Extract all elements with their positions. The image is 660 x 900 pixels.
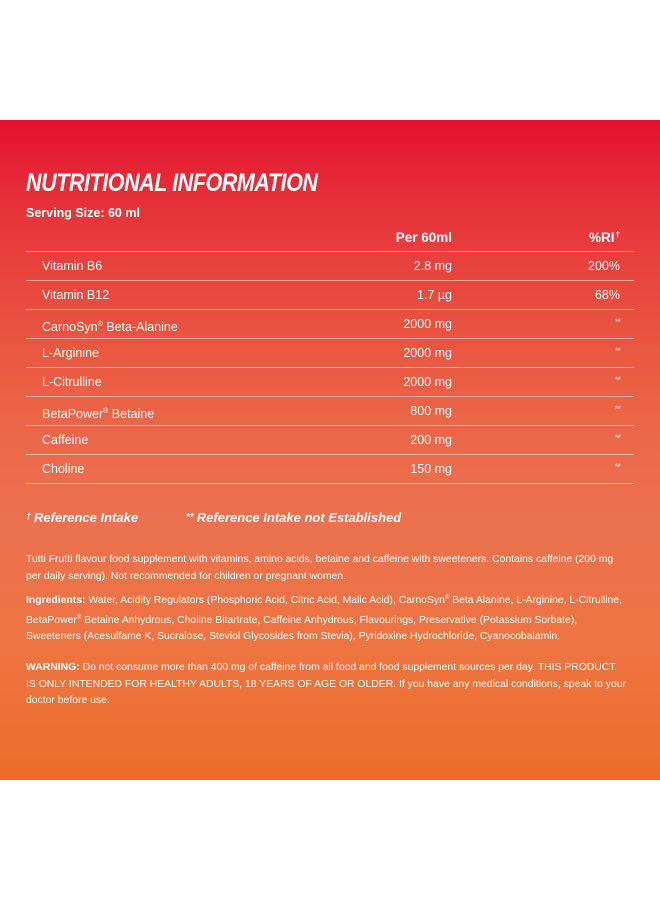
nutrient-name (42, 404, 154, 422)
nutrient-ri: ** (614, 346, 620, 356)
nutrient-amount: 200 mg (410, 433, 452, 447)
nutrient-name-text: Vitamin B6 (42, 259, 103, 273)
nutrient-amount: 150 mg (410, 462, 452, 476)
dagger-mark: † (26, 511, 32, 521)
ingredients-text: Beta Alanine, L-Arginine, L-Citrulline, BetaPower (26, 595, 622, 626)
nutrient-ri: ** (614, 462, 620, 472)
nutrient-name-suffix: Beta-Alanine (102, 320, 178, 334)
nutrient-amount: 2000 mg (403, 317, 452, 331)
nutrient-ri: ** (614, 317, 620, 327)
nutrient-amount: 2000 mg (403, 346, 452, 360)
nutrition-panel (0, 120, 660, 780)
nutrient-ri: ** (614, 433, 620, 443)
nutrient-name-text: BetaPower (42, 407, 104, 421)
nutrient-name-text: Choline (42, 462, 85, 476)
nutrient-name-text: Vitamin B12 (42, 288, 110, 302)
nutrient-amount: 1.7 µg (416, 288, 452, 302)
nutrient-name-text: L-Citrulline (42, 375, 102, 389)
footnote-text: Reference Intake not Established (196, 510, 402, 525)
ingredients-text: Water, Acidity Regulators (Phosphoric Acid, Citric Acid, Malic Acid), CarnoSyn (85, 595, 445, 606)
table-row-vitamin-b6 (26, 251, 634, 280)
dagger-mark: † (615, 230, 620, 239)
nutrient-amount: 2.8 mg (413, 259, 452, 273)
registered-mark: ® (103, 408, 109, 415)
warning-text (26, 660, 626, 710)
table-row-l-citrulline (26, 367, 634, 396)
nutrient-name-text: L-Arginine (42, 346, 99, 360)
page-title: NUTRITIONAL INFORMATION (26, 169, 318, 197)
nutrient-name (42, 346, 99, 361)
nutrient-name (42, 375, 102, 390)
product-description: Tutti Frutti flavour food supplement with vitamins, amino acids, betaine and caffeine with sweeteners. Contains caffeine (200 mg per daily serving). Not recommended for children or pregnant women. (26, 554, 614, 582)
nutrient-name (42, 288, 109, 303)
table-row-betapower (26, 396, 634, 425)
nutrient-ri: 200% (588, 259, 620, 273)
table-header (26, 226, 634, 251)
serving-size: Serving Size: 60 ml (26, 206, 140, 220)
nutrient-name (42, 462, 84, 477)
asterisk-mark: ** (186, 512, 194, 523)
column-header-ri (589, 230, 620, 245)
ingredients-list (26, 590, 626, 646)
table-row-l-arginine (26, 338, 634, 367)
nutrient-name (42, 317, 178, 335)
table-row-caffeine (26, 425, 634, 454)
table-row-carnosyn (26, 309, 634, 338)
nutrient-ri: ** (614, 375, 620, 385)
warning-body: Do not consume more than 400 mg of caffeine from all food and food supplement sources per day. THIS PRODUCT IS ONLY INTENDED FOR HEALTHY ADULTS, 18 YEARS OF AGE OR OLDER. If you have any medical conditions, speak to your doctor before use. (26, 662, 626, 706)
table-row-choline (26, 454, 634, 484)
footnotes (26, 510, 634, 528)
registered-mark: ® (76, 614, 82, 621)
footnote-not-established (186, 510, 401, 525)
nutrient-ri: ** (614, 404, 620, 414)
nutrient-name-suffix: Betaine (108, 407, 155, 421)
footnote-text: Reference Intake (34, 510, 139, 525)
nutrient-amount: 800 mg (410, 404, 452, 418)
nutrition-table (26, 226, 634, 484)
nutrient-name (42, 259, 102, 274)
nutrient-name-text: CarnoSyn (42, 320, 98, 334)
nutrient-amount: 2000 mg (403, 375, 452, 389)
nutrient-ri: 68% (594, 288, 620, 302)
registered-mark: ® (444, 595, 450, 601)
ingredients-text: Betaine Anhydrous, Choline Bitartrate, Caffeine Anhydrous, Flavourings, Preservative (Potassium Sorbate), Sweeteners (Acesulfame K, Sucralose, Steviol Glycosides from Stevia), Pyridoxine Hydrochloride, Cyanocobalamin. (26, 614, 578, 642)
warning-label: WARNING: (26, 662, 80, 673)
column-header-per-serving: Per 60ml (395, 230, 452, 245)
table-row-vitamin-b12 (26, 280, 634, 309)
footnote-reference-intake (26, 510, 138, 525)
column-header-ri-label: %RI (589, 230, 615, 245)
nutrient-name-text: Caffeine (42, 433, 89, 447)
nutrient-name (42, 433, 88, 448)
ingredients-label: Ingredients: (26, 595, 86, 606)
registered-mark: ® (97, 321, 103, 328)
